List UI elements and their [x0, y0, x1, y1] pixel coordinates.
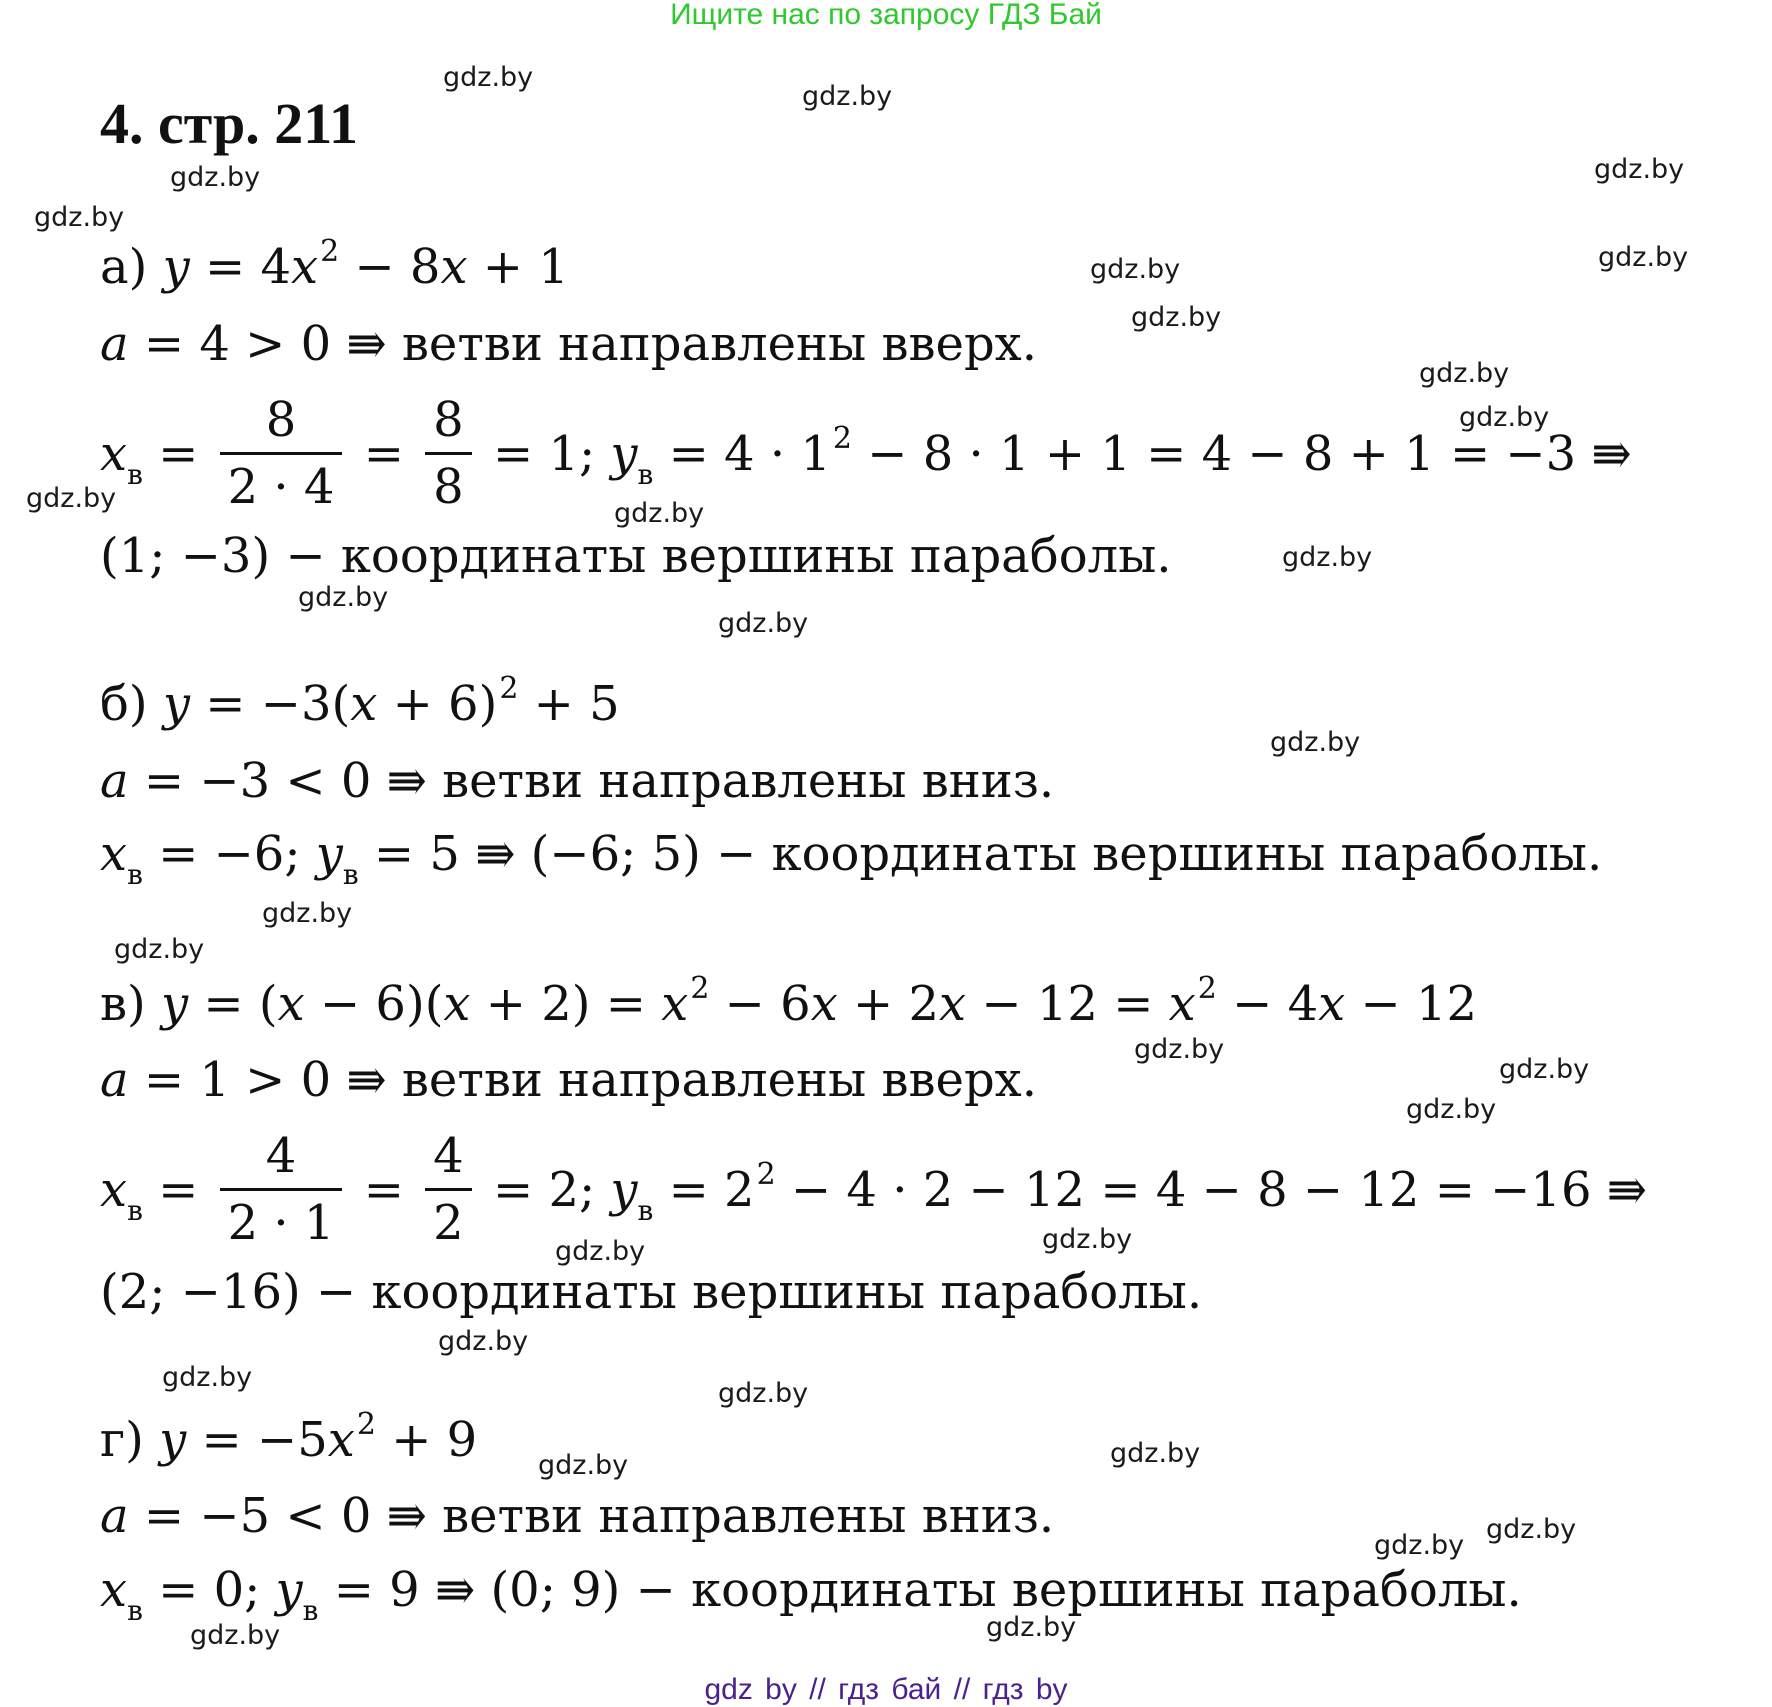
subscript: в [127, 1594, 143, 1627]
exponent: 2 [499, 671, 519, 706]
watermark: gdz.by [1598, 242, 1689, 273]
fraction [220, 390, 343, 517]
watermark: gdz.by [443, 62, 534, 93]
term: = ( [188, 976, 278, 1032]
term: = 5 ⇛ (−6; 5) − координаты вершины параболы. [358, 826, 1603, 882]
var: x [1318, 976, 1346, 1032]
numerator: 8 [433, 392, 464, 448]
watermark: gdz.by [298, 582, 389, 613]
var: y [159, 1412, 187, 1468]
var: x [100, 826, 128, 882]
watermark: gdz.by [170, 162, 261, 193]
watermark: gdz.by [1131, 302, 1222, 333]
term: − 4 · 2 − 12 = 4 − 8 − 12 = −16 ⇛ [775, 1162, 1647, 1218]
term: + 1 [467, 239, 569, 295]
direction-b [100, 753, 1055, 809]
var: x [350, 676, 378, 732]
vertex-g [100, 1562, 1522, 1627]
watermark: gdz.by [162, 1362, 253, 1393]
watermark: gdz.by [114, 934, 205, 965]
term: = 1; [477, 426, 611, 482]
watermark: gdz.by [614, 498, 705, 529]
promo-banner: Ищите нас по запросу ГДЗ Бай [670, 0, 1102, 31]
watermark: gdz.by [1042, 1224, 1133, 1255]
term: = 2; [477, 1162, 611, 1218]
term: + 2) = [470, 976, 662, 1032]
direction-text: = 1 > 0 ⇛ ветви направлены вверх. [128, 1052, 1037, 1108]
fraction [220, 1126, 343, 1253]
var: x [327, 1412, 355, 1468]
var: y [162, 676, 191, 732]
watermark: gdz.by [1594, 154, 1685, 185]
var: x [939, 976, 967, 1032]
denominator: 2 [433, 1195, 464, 1251]
watermark: gdz.by [1419, 358, 1510, 389]
exponent: 2 [1197, 971, 1217, 1006]
section-label: г) [100, 1412, 160, 1468]
var: x [440, 239, 468, 295]
footer-links: gdz by // гдз бай // гдз by [704, 1673, 1068, 1706]
term: + 2 [837, 976, 940, 1032]
watermark: gdz.by [1374, 1530, 1465, 1561]
vertex-result-v: (2; −16) − координаты вершины параболы. [100, 1264, 1203, 1320]
watermark: gdz.by [1134, 1034, 1225, 1065]
vertex-calc-a [100, 394, 1632, 521]
var: y [161, 976, 189, 1032]
direction-text: = 4 > 0 ⇛ ветви направлены вверх. [128, 316, 1037, 372]
fraction-bar [220, 452, 343, 455]
fraction-bar [220, 1188, 343, 1191]
vertex-calc-v [100, 1130, 1647, 1257]
vertex-result-a: (1; −3) − координаты вершины параболы. [100, 528, 1172, 584]
watermark: gdz.by [26, 483, 117, 514]
watermark: gdz.by [718, 608, 809, 639]
var: a [100, 316, 129, 372]
direction-v [100, 1052, 1037, 1108]
equation-b [100, 671, 620, 732]
subscript: в [637, 458, 654, 491]
term: = −6; [142, 826, 316, 882]
watermark: gdz.by [555, 1236, 646, 1267]
term: = 4 · 1 [653, 426, 831, 482]
term: + 6) [377, 676, 498, 732]
var: y [610, 426, 638, 482]
subscript: в [342, 858, 359, 891]
exponent: 2 [356, 1407, 376, 1442]
vertex-b [100, 826, 1603, 891]
equals: = [142, 1162, 214, 1218]
var: x [661, 976, 689, 1032]
denominator: 8 [433, 459, 464, 515]
equals: = [142, 426, 214, 482]
term: − 6 [709, 976, 811, 1032]
equals: = [348, 1162, 420, 1218]
term: − 8 [339, 239, 441, 295]
var: x [277, 976, 305, 1032]
term: = 0; [142, 1562, 276, 1618]
numerator: 8 [265, 392, 297, 448]
denominator: 2 · 4 [227, 459, 335, 515]
term: − 6)( [304, 976, 444, 1032]
direction-a [100, 316, 1037, 372]
watermark: gdz.by [538, 1450, 629, 1481]
term: + 9 [375, 1412, 478, 1468]
denominator: 2 · 1 [227, 1195, 335, 1251]
watermark: gdz.by [1459, 402, 1550, 433]
var: a [100, 1052, 129, 1108]
exponent: 2 [320, 234, 340, 269]
term: + 5 [518, 676, 620, 732]
watermark: gdz.by [1406, 1094, 1497, 1125]
var: x [810, 976, 838, 1032]
var: x [100, 1562, 128, 1618]
var: a [100, 1488, 129, 1544]
subscript: в [127, 1194, 143, 1227]
fraction-bar [425, 452, 472, 455]
var: y [162, 239, 190, 295]
exponent: 2 [690, 971, 710, 1006]
watermark: gdz.by [1090, 254, 1181, 285]
var: y [315, 826, 343, 882]
numerator: 4 [433, 1128, 464, 1184]
var: x [1168, 976, 1196, 1032]
var: x [100, 426, 128, 482]
watermark: gdz.by [190, 1620, 281, 1651]
equation-g [100, 1407, 478, 1468]
fraction [425, 1126, 472, 1253]
watermark: gdz.by [1270, 727, 1361, 758]
watermark: gdz.by [438, 1326, 529, 1357]
var: x [291, 239, 319, 295]
watermark: gdz.by [1486, 1514, 1577, 1545]
var: x [100, 1162, 128, 1218]
var: y [610, 1162, 638, 1218]
term: = 2 [653, 1162, 755, 1218]
watermark: gdz.by [262, 898, 353, 929]
term: = 4 [189, 239, 292, 295]
watermark: gdz.by [1110, 1438, 1201, 1469]
term: − 4 [1216, 976, 1319, 1032]
section-label: б) [100, 676, 163, 732]
term: = 9 ⇛ (0; 9) − координаты вершины параболы. [318, 1562, 1522, 1618]
subscript: в [637, 1194, 654, 1227]
watermark: gdz.by [802, 81, 893, 112]
var: x [443, 976, 471, 1032]
fraction [425, 390, 472, 517]
watermark: gdz.by [1499, 1054, 1590, 1085]
exponent: 2 [832, 421, 852, 456]
watermark: gdz.by [986, 1612, 1077, 1643]
page-title: 4. стр. 211 [100, 91, 358, 156]
direction-text: = −3 < 0 ⇛ ветви направлены вниз. [128, 753, 1055, 809]
var: y [275, 1562, 303, 1618]
subscript: в [127, 858, 143, 891]
term: − 12 [1345, 976, 1478, 1032]
term: − 12 = [966, 976, 1169, 1032]
section-label: а) [100, 239, 163, 295]
numerator: 4 [265, 1128, 297, 1184]
term: = −5 [186, 1412, 328, 1468]
var: a [100, 753, 129, 809]
watermark: gdz.by [1282, 542, 1373, 573]
exponent: 2 [756, 1157, 776, 1192]
watermark: gdz.by [34, 202, 125, 233]
equation-a [100, 234, 569, 295]
equals: = [348, 426, 420, 482]
direction-g [100, 1488, 1055, 1544]
term: − 8 · 1 + 1 = 4 − 8 + 1 = −3 ⇛ [852, 426, 1632, 482]
subscript: в [302, 1594, 319, 1627]
equation-v [100, 971, 1478, 1032]
fraction-bar [425, 1188, 472, 1191]
watermark: gdz.by [718, 1378, 809, 1409]
subscript: в [127, 458, 143, 491]
direction-text: = −5 < 0 ⇛ ветви направлены вниз. [128, 1488, 1055, 1544]
term: = −3( [190, 676, 351, 732]
section-label: в) [100, 976, 162, 1032]
